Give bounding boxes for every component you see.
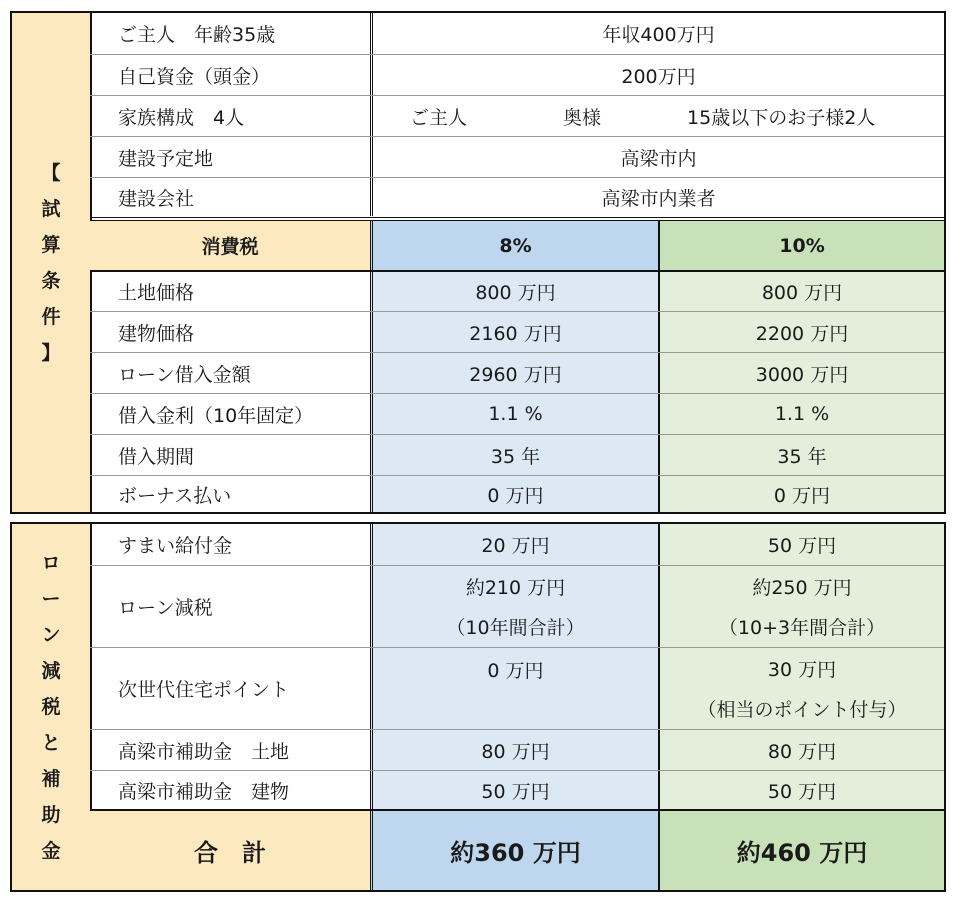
row-value: 年収400万円 <box>370 13 944 54</box>
value-8: 20 万円 <box>370 524 660 565</box>
value-8: 80 万円 <box>370 730 660 770</box>
value-8: 1.1 % <box>370 394 660 434</box>
row-value: 高梁市内 <box>370 137 944 177</box>
value-8: 0 万円 <box>487 660 544 682</box>
row-label: ボーナス払い <box>118 484 232 507</box>
total-10: 約460 万円 <box>660 811 944 890</box>
row-label: ローン減税 <box>118 597 213 619</box>
value-10: 1.1 % <box>660 394 944 434</box>
value-10: 0 万円 <box>660 476 944 512</box>
side-char: ー <box>41 588 61 610</box>
side-char: 減 <box>41 660 61 682</box>
value-8-spacer <box>512 699 518 721</box>
value-8: 約210 万円 <box>465 576 566 599</box>
row-value: 高梁市内業者 <box>370 178 944 216</box>
value-8: 2960 万円 <box>370 353 660 393</box>
row-label: ローン借入金額 <box>118 363 251 386</box>
value-10: 50 万円 <box>660 771 944 809</box>
benefits-section <box>10 522 946 892</box>
row-label: 高梁市補助金 土地 <box>118 740 290 763</box>
value-10-stack <box>660 566 944 647</box>
value-8: 35 年 <box>370 435 660 475</box>
value-8: 800 万円 <box>370 272 660 311</box>
value-10: 800 万円 <box>660 272 944 311</box>
side-char: 助 <box>41 804 61 826</box>
basic-row-location <box>90 136 944 177</box>
side-char: 算 <box>41 233 61 256</box>
conditions-section <box>10 11 946 514</box>
value-10: 80 万円 <box>660 730 944 770</box>
tax-header-label: 消費税 <box>90 221 370 270</box>
side-char: 条 <box>41 269 61 292</box>
side-char: 】 <box>41 341 61 364</box>
row-label: ご主人 年齢35歳 <box>118 24 276 46</box>
value-10: 30 万円 <box>767 658 837 681</box>
row-value: 200万円 <box>370 55 944 95</box>
row-loan-tax-reduction <box>90 565 944 647</box>
family-member: 奥様 <box>563 106 602 129</box>
value-8-note: （10年間合計） <box>446 617 585 640</box>
side-char: ロ <box>41 552 61 574</box>
value-10-stack <box>660 648 944 729</box>
row-label: 高梁市補助金 建物 <box>118 780 290 803</box>
side-char: と <box>41 732 61 754</box>
basic-row-own-funds <box>90 54 944 95</box>
tax-10-header: 10% <box>660 221 944 270</box>
value-10: 約250 万円 <box>752 576 852 599</box>
total-row <box>90 809 944 890</box>
row-label: 借入金利（10年固定） <box>118 404 314 427</box>
row-label: 自己資金（頭金） <box>118 65 271 88</box>
value-8: 0 万円 <box>370 476 660 512</box>
family-members <box>370 96 944 136</box>
basic-row-family <box>90 95 944 136</box>
value-8-stack <box>370 566 660 647</box>
row-city-subsidy-land <box>90 729 944 770</box>
side-char: 件 <box>41 305 61 328</box>
row-label: すまい給付金 <box>118 535 233 557</box>
value-10-note: （10+3年間合計） <box>718 617 886 640</box>
row-land-price <box>90 270 944 311</box>
total-label: 合 計 <box>90 811 370 890</box>
row-label: 建設会社 <box>118 187 195 210</box>
value-10: 35 年 <box>660 435 944 475</box>
side-char: 税 <box>41 696 61 718</box>
row-city-subsidy-building <box>90 770 944 809</box>
value-8: 50 万円 <box>370 771 660 809</box>
row-label: 建物価格 <box>118 322 195 345</box>
row-building-price <box>90 311 944 352</box>
family-member: 15歳以下のお子様2人 <box>687 106 876 129</box>
row-label: 次世代住宅ポイント <box>118 679 290 701</box>
side-char: 補 <box>41 768 61 790</box>
side-char: ン <box>41 624 61 646</box>
benefits-side-label <box>12 524 92 890</box>
value-8-stack <box>370 648 660 729</box>
basic-row-builder <box>90 177 944 216</box>
row-loan-period <box>90 434 944 475</box>
row-label: 建設予定地 <box>118 147 214 170</box>
row-label: 借入期間 <box>118 445 195 468</box>
row-bonus-payment <box>90 475 944 512</box>
tax-8-header: 8% <box>370 221 660 270</box>
conditions-side-label <box>12 13 92 512</box>
row-housing-benefit <box>90 524 944 565</box>
value-10: 2200 万円 <box>660 312 944 352</box>
row-housing-points <box>90 647 944 729</box>
row-interest-rate <box>90 393 944 434</box>
basic-row-age <box>90 13 944 54</box>
tax-header-row <box>90 217 944 270</box>
family-member: ご主人 <box>410 106 468 129</box>
row-label: 土地価格 <box>118 282 195 304</box>
value-10-note: （相当のポイント付与） <box>697 699 907 722</box>
row-label: 家族構成 4人 <box>118 106 245 129</box>
value-10: 3000 万円 <box>660 353 944 393</box>
side-char: 金 <box>41 840 61 862</box>
side-char: 【 <box>41 161 61 184</box>
row-loan-amount <box>90 352 944 393</box>
total-8: 約360 万円 <box>370 811 660 890</box>
side-char: 試 <box>41 197 61 220</box>
value-8: 2160 万円 <box>370 312 660 352</box>
value-10: 50 万円 <box>660 524 944 565</box>
